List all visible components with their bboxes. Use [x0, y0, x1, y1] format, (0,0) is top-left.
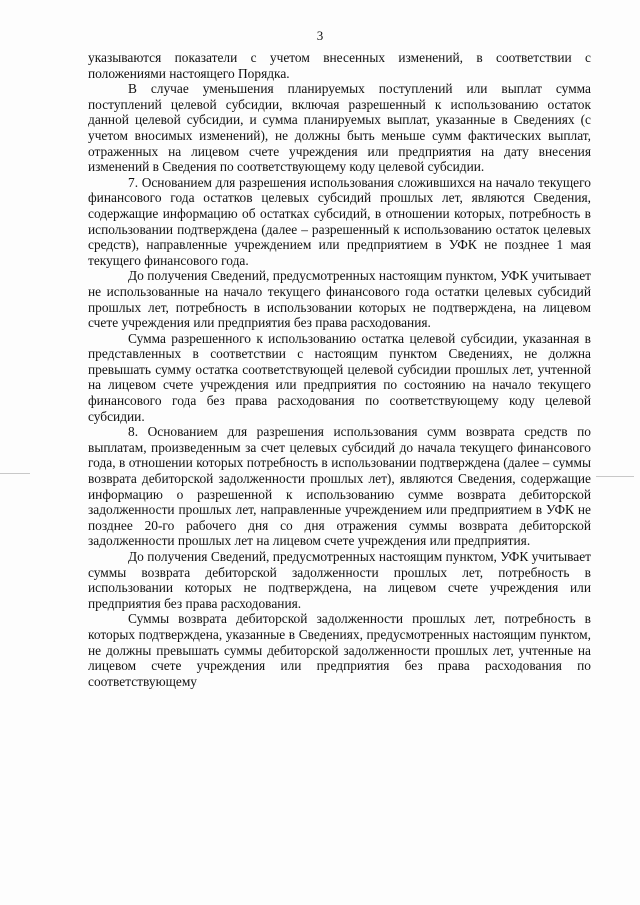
paragraph-continuation: указываются показатели с учетом внесенных изменений, в соответствии с положениями настоящего Порядка.	[88, 50, 591, 81]
paragraph-item-7-pending: До получения Сведений, предусмотренных настоящим пунктом, УФК учитывает не использованные на начало текущего финансового года остатки целевых субсидий прошлых лет, потребность в использовании которых не подтверждена, на лицевом счете учреждения или предприятия без права расходования.	[88, 268, 591, 331]
paragraph-item-7: 7. Основанием для разрешения использования сложившихся на начало текущего финансового года остатков целевых субсидий прошлых лет, являются Сведения, содержащие информацию об остатках субсидий, в отношении которых, потребность в использовании подтверждена (далее – разрешенный к использованию остаток целевых средств), направленные учреждением или предприятием в УФК не позднее 1 мая текущего финансового года.	[88, 174, 591, 268]
paragraph-reduction-rule: В случае уменьшения планируемых поступлений или выплат сумма поступлений целевой субсидии, включая разрешенный к использованию остаток данной целевой субсидии, и сумма планируемых выплат, указанные в Сведениях (с учетом вносимых изменений), не должны быть меньше сумм фактических выплат, отраженных на лицевом счете учреждения или предприятия на дату внесения изменений в Сведения по соответствующему коду целевой субсидии.	[88, 81, 591, 175]
document-body	[88, 50, 591, 689]
paragraph-item-7-limit: Сумма разрешенного к использованию остатка целевой субсидии, указанная в представленных в соответствии с настоящим пунктом Сведениях, не должна превышать сумму остатка соответствующей целевой субсидии прошлых лет, учтенной на лицевом счете учреждения или предприятия по состоянию на начало текущего финансового года без права расходования по соответствующему коду целевой субсидии.	[88, 330, 591, 424]
paragraph-item-8-pending: До получения Сведений, предусмотренных настоящим пунктом, УФК учитывает суммы возврата дебиторской задолженности прошлых лет, потребность в использовании которых не подтверждена, на лицевом счете учреждения или предприятия без права расходования.	[88, 549, 591, 611]
scan-artifact-left	[0, 473, 30, 474]
paragraph-item-8-limit: Суммы возврата дебиторской задолженности прошлых лет, потребность в которых подтверждена, указанные в Сведениях, предусмотренных настоящим пунктом, не должны превышать суммы дебиторской задолженности прошлых лет, учтенные на лицевом счете учреждения или предприятия без права расходования по соответствующему	[88, 611, 591, 689]
page-number: 3	[316, 28, 324, 43]
scan-artifact-right	[596, 476, 634, 477]
paragraph-item-8: 8. Основанием для разрешения использования сумм возврата средств по выплатам, произведенным за счет целевых субсидий до начала текущего финансового года, в отношении которых потребность в использовании подтверждена (далее – суммы возврата дебиторской задолженности прошлых лет), являются Сведения, содержащие информацию о разрешенной к использованию сумме возврата дебиторской задолженности прошлых лет, направленные учреждением или предприятием в УФК не позднее 20-го рабочего дня со дня отражения суммы возврата дебиторской задолженности прошлых лет на лицевом счете учреждения или предприятия.	[88, 424, 591, 549]
